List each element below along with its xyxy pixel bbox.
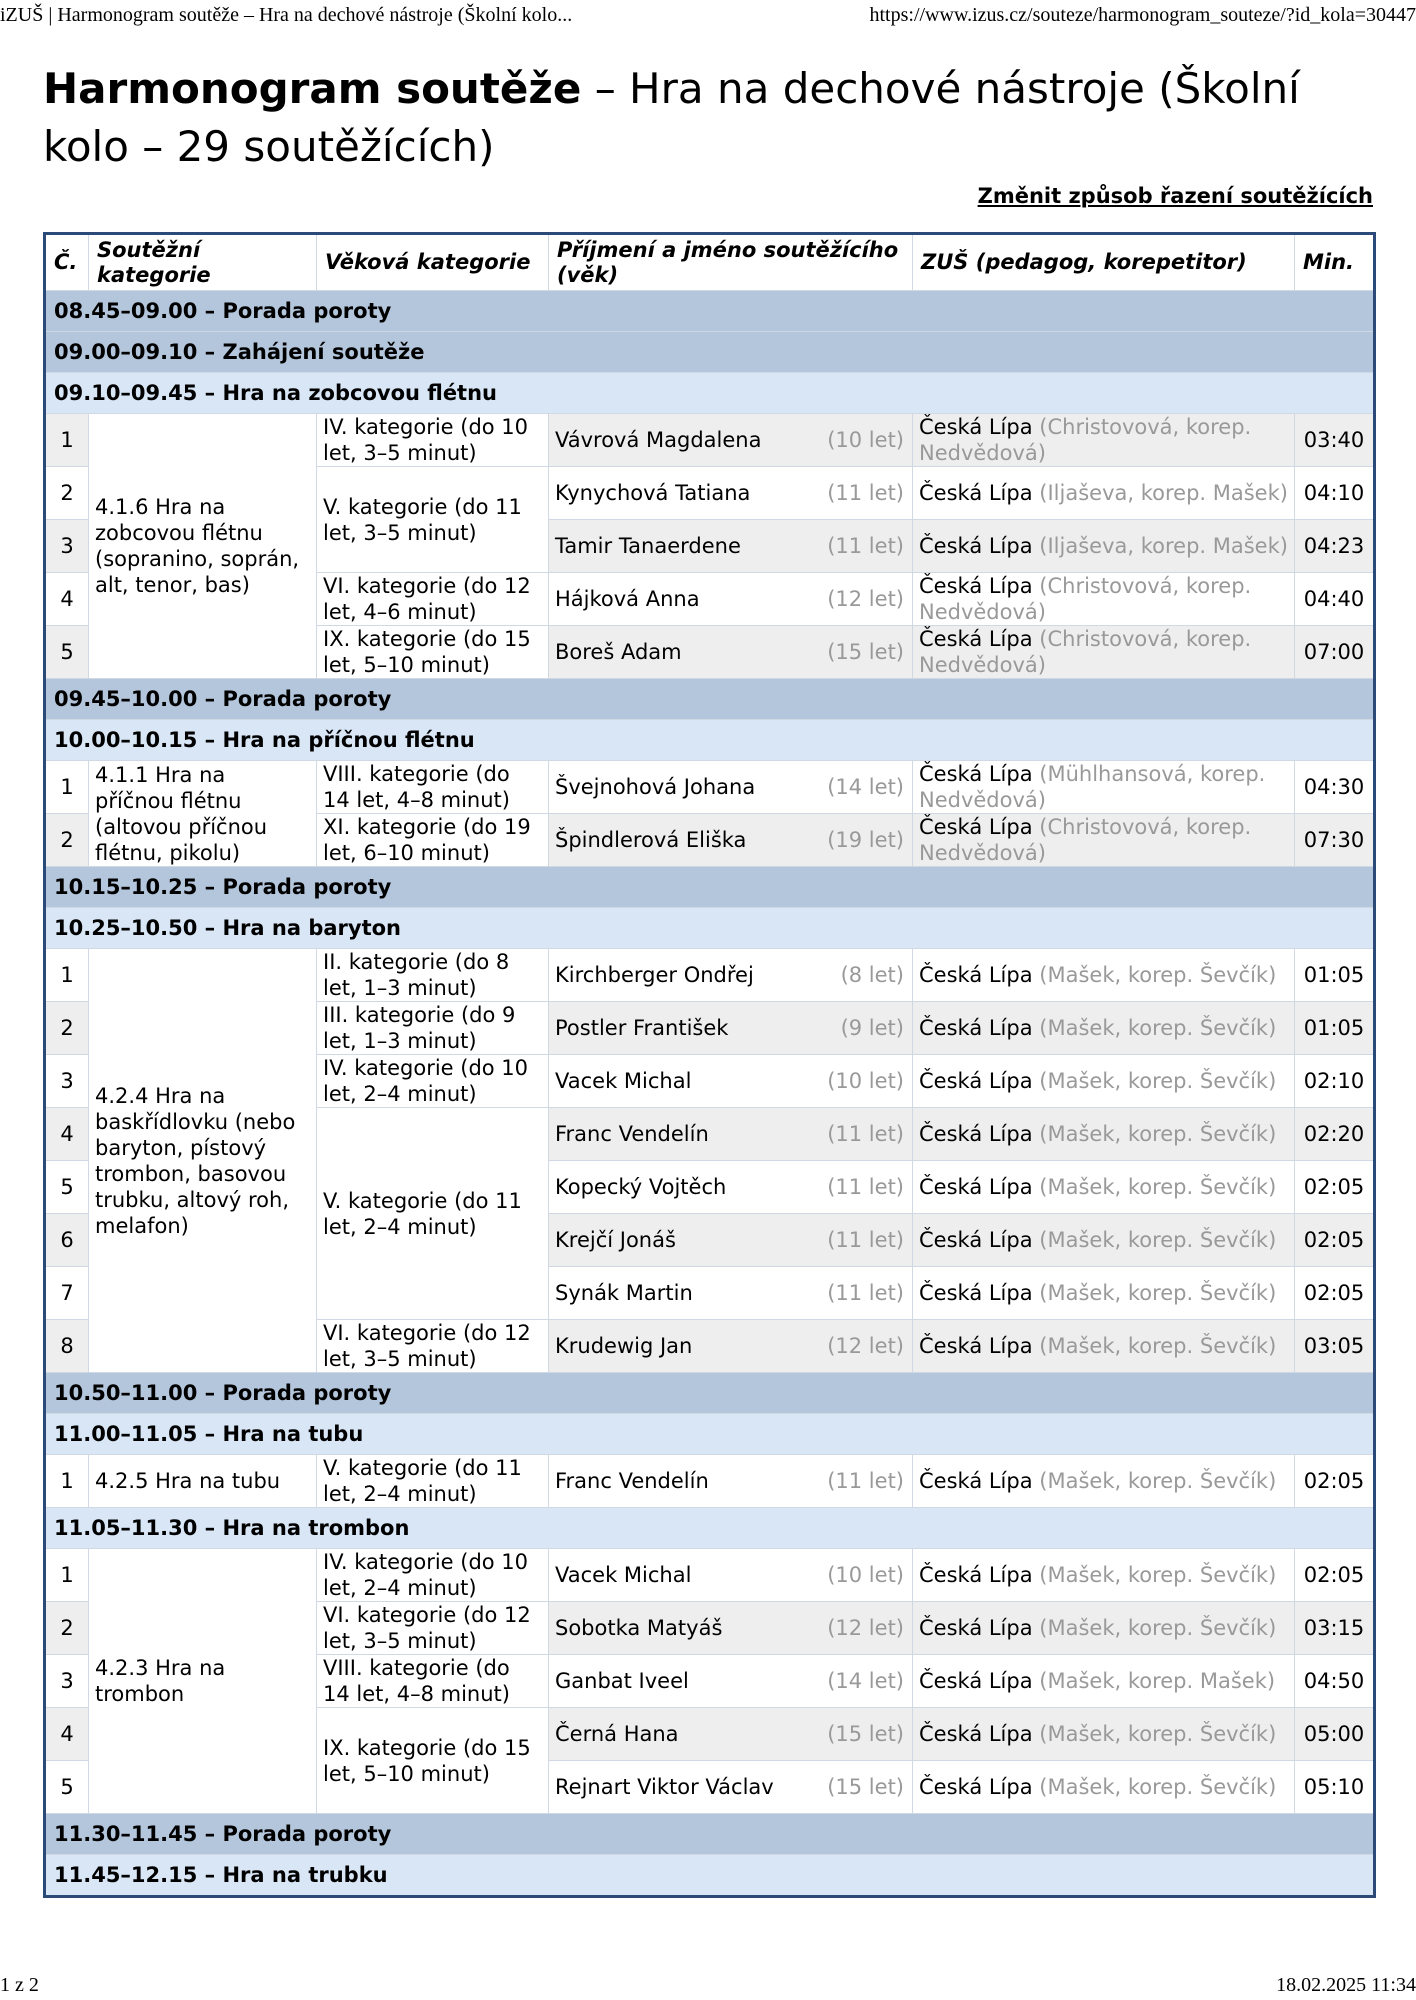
age-category: III. kategorie (do 9 let, 1–3 minut) — [317, 1002, 549, 1055]
school-cell — [913, 1655, 1295, 1708]
duration: 02:05 — [1295, 1161, 1375, 1214]
contestant-age: (15 let) — [827, 640, 904, 664]
row-number: 1 — [45, 1549, 89, 1602]
age-category: VI. kategorie (do 12 let, 3–5 minut) — [317, 1320, 549, 1373]
duration: 02:10 — [1295, 1055, 1375, 1108]
teacher-names: (Mašek, korep. Ševčík) — [1039, 1069, 1277, 1093]
contestant-cell — [549, 573, 913, 626]
block-label: 11.00–11.05 – Hra na tubu — [45, 1414, 1375, 1455]
contestant-age: (12 let) — [827, 1334, 904, 1358]
teacher-names: (Mašek, korep. Ševčík) — [1039, 1016, 1277, 1040]
school-cell — [913, 414, 1295, 467]
contestant-cell — [549, 520, 913, 573]
contestant-cell — [549, 414, 913, 467]
school-name: Česká Lípa — [919, 1334, 1033, 1358]
page-content — [43, 60, 1373, 1887]
break-row — [45, 1373, 1375, 1414]
break-row — [45, 679, 1375, 720]
contestant-name: Rejnart Viktor Václav — [555, 1775, 774, 1799]
teacher-names: (Mašek, korep. Ševčík) — [1039, 1563, 1277, 1587]
school-cell — [913, 1761, 1295, 1814]
page-title — [43, 60, 1373, 176]
table-row — [45, 1549, 1375, 1602]
duration: 02:05 — [1295, 1267, 1375, 1320]
school-name: Česká Lípa — [919, 762, 1033, 786]
break-row — [45, 1814, 1375, 1855]
duration: 02:20 — [1295, 1108, 1375, 1161]
duration: 03:40 — [1295, 414, 1375, 467]
col-header-age-category: Věková kategorie — [317, 234, 549, 291]
col-header-name: Příjmení a jméno soutěžícího (věk) — [549, 234, 913, 291]
teacher-names: (Mašek, korep. Ševčík) — [1039, 1175, 1277, 1199]
block-label: 10.00–10.15 – Hra na příčnou flétnu — [45, 720, 1375, 761]
school-name: Česká Lípa — [919, 1069, 1033, 1093]
age-category: VI. kategorie (do 12 let, 3–5 minut) — [317, 1602, 549, 1655]
contestant-name: Hájková Anna — [555, 587, 700, 611]
row-number: 5 — [45, 1761, 89, 1814]
block-row — [45, 373, 1375, 414]
age-category: VIII. kategorie (do 14 let, 4–8 minut) — [317, 761, 549, 814]
contestant-cell — [549, 1602, 913, 1655]
school-cell — [913, 1320, 1295, 1373]
teacher-names: (Mašek, korep. Ševčík) — [1039, 1228, 1277, 1252]
break-row — [45, 332, 1375, 373]
duration: 01:05 — [1295, 949, 1375, 1002]
row-number: 2 — [45, 1002, 89, 1055]
contestant-age: (11 let) — [827, 1122, 904, 1146]
school-cell — [913, 761, 1295, 814]
row-number: 2 — [45, 814, 89, 867]
break-label: 09.00–09.10 – Zahájení soutěže — [45, 332, 1375, 373]
teacher-names: (Mašek, korep. Ševčík) — [1039, 1616, 1277, 1640]
break-row — [45, 291, 1375, 332]
row-number: 7 — [45, 1267, 89, 1320]
contestant-age: (12 let) — [827, 1616, 904, 1640]
age-category: V. kategorie (do 11 let, 2–4 minut) — [317, 1108, 549, 1320]
contestant-name: Vávrová Magdalena — [555, 428, 762, 452]
teacher-names: (Mašek, korep. Ševčík) — [1039, 1722, 1277, 1746]
duration: 01:05 — [1295, 1002, 1375, 1055]
school-cell — [913, 1055, 1295, 1108]
school-name: Česká Lípa — [919, 963, 1033, 987]
competition-category: 4.2.3 Hra na trombon — [89, 1549, 317, 1814]
contestant-cell — [549, 1655, 913, 1708]
contestant-name: Postler František — [555, 1016, 729, 1040]
duration: 07:00 — [1295, 626, 1375, 679]
block-label: 09.10–09.45 – Hra na zobcovou flétnu — [45, 373, 1375, 414]
contestant-cell — [549, 1267, 913, 1320]
school-cell — [913, 573, 1295, 626]
duration: 04:10 — [1295, 467, 1375, 520]
teacher-names: (Christovová, korep. Nedvědová) — [919, 627, 1252, 677]
school-name: Česká Lípa — [919, 627, 1033, 651]
contestant-age: (11 let) — [827, 1228, 904, 1252]
school-name: Česká Lípa — [919, 1016, 1033, 1040]
contestant-cell — [549, 949, 913, 1002]
break-row — [45, 867, 1375, 908]
print-header — [0, 4, 1416, 30]
age-category: VI. kategorie (do 12 let, 4–6 minut) — [317, 573, 549, 626]
teacher-names: (Christovová, korep. Nedvědová) — [919, 574, 1252, 624]
contestant-cell — [549, 467, 913, 520]
contestant-cell — [549, 1455, 913, 1508]
school-cell — [913, 814, 1295, 867]
page-title-main: Harmonogram soutěže — [43, 64, 582, 113]
contestant-age: (12 let) — [827, 587, 904, 611]
contestant-name: Špindlerová Eliška — [555, 828, 747, 852]
school-name: Česká Lípa — [919, 481, 1033, 505]
row-number: 5 — [45, 626, 89, 679]
col-header-num: Č. — [45, 234, 89, 291]
contestant-age: (9 let) — [840, 1016, 904, 1040]
print-footer — [0, 1970, 1416, 2000]
contestant-cell — [549, 1708, 913, 1761]
school-cell — [913, 1161, 1295, 1214]
duration: 03:15 — [1295, 1602, 1375, 1655]
age-category: V. kategorie (do 11 let, 2–4 minut) — [317, 1455, 549, 1508]
competition-category: 4.2.4 Hra na baskřídlovku (nebo baryton, pístový trombon, basovou trubku, altový roh, melafon) — [89, 949, 317, 1373]
duration: 07:30 — [1295, 814, 1375, 867]
competition-category: 4.1.1 Hra na příčnou flétnu (altovou příčnou flétnu, pikolu) — [89, 761, 317, 867]
teacher-names: (Mašek, korep. Ševčík) — [1039, 1122, 1277, 1146]
school-name: Česká Lípa — [919, 1175, 1033, 1199]
school-name: Česká Lípa — [919, 1281, 1033, 1305]
row-number: 8 — [45, 1320, 89, 1373]
school-name: Česká Lípa — [919, 1122, 1033, 1146]
duration: 03:05 — [1295, 1320, 1375, 1373]
block-row — [45, 1508, 1375, 1549]
school-name: Česká Lípa — [919, 1669, 1033, 1693]
age-category: IX. kategorie (do 15 let, 5–10 minut) — [317, 626, 549, 679]
contestant-age: (14 let) — [827, 775, 904, 799]
break-label: 10.50–11.00 – Porada poroty — [45, 1373, 1375, 1414]
contestant-name: Vacek Michal — [555, 1069, 692, 1093]
contestant-name: Synák Martin — [555, 1281, 693, 1305]
schedule-table — [43, 232, 1376, 1898]
col-header-category: Soutěžní kategorie — [89, 234, 317, 291]
contestant-age: (15 let) — [827, 1775, 904, 1799]
contestant-name: Boreš Adam — [555, 640, 682, 664]
teacher-names: (Iljaševa, korep. Mašek) — [1039, 481, 1288, 505]
duration: 02:05 — [1295, 1549, 1375, 1602]
table-row — [45, 949, 1375, 1002]
print-header-title: iZUŠ | Harmonogram soutěže – Hra na dechové nástroje (Školní kolo... — [0, 4, 573, 26]
contestant-cell — [549, 1214, 913, 1267]
teacher-names: (Mašek, korep. Ševčík) — [1039, 1469, 1277, 1493]
teacher-names: (Iljaševa, korep. Mašek) — [1039, 534, 1288, 558]
school-name: Česká Lípa — [919, 1469, 1033, 1493]
col-header-school: ZUŠ (pedagog, korepetitor) — [913, 234, 1295, 291]
print-header-url: https://www.izus.cz/souteze/harmonogram_souteze/?id_kola=30447 — [869, 4, 1416, 26]
contestant-cell — [549, 1161, 913, 1214]
block-row — [45, 908, 1375, 949]
contestant-cell — [549, 761, 913, 814]
contestant-name: Kirchberger Ondřej — [555, 963, 754, 987]
contestant-age: (19 let) — [827, 828, 904, 852]
duration: 02:05 — [1295, 1455, 1375, 1508]
block-row — [45, 1414, 1375, 1455]
contestant-cell — [549, 1055, 913, 1108]
block-label: 11.05–11.30 – Hra na trombon — [45, 1508, 1375, 1549]
teacher-names: (Mašek, korep. Mašek) — [1039, 1669, 1276, 1693]
school-cell — [913, 520, 1295, 573]
break-label: 11.30–11.45 – Porada poroty — [45, 1814, 1375, 1855]
age-category: IX. kategorie (do 15 let, 5–10 minut) — [317, 1708, 549, 1814]
school-cell — [913, 1214, 1295, 1267]
school-cell — [913, 949, 1295, 1002]
school-name: Česká Lípa — [919, 574, 1033, 598]
contestant-age: (10 let) — [827, 1563, 904, 1587]
break-label: 10.15–10.25 – Porada poroty — [45, 867, 1375, 908]
teacher-names: (Mühlhansová, korep. Nedvědová) — [919, 762, 1266, 812]
school-cell — [913, 1455, 1295, 1508]
school-name: Česká Lípa — [919, 815, 1033, 839]
row-number: 2 — [45, 1602, 89, 1655]
contestant-age: (15 let) — [827, 1722, 904, 1746]
duration: 05:10 — [1295, 1761, 1375, 1814]
age-category: IV. kategorie (do 10 let, 2–4 minut) — [317, 1055, 549, 1108]
age-category: IV. kategorie (do 10 let, 2–4 minut) — [317, 1549, 549, 1602]
table-header-row — [45, 234, 1375, 291]
duration: 04:23 — [1295, 520, 1375, 573]
contestant-name: Černá Hana — [555, 1722, 679, 1746]
school-cell — [913, 467, 1295, 520]
row-number: 4 — [45, 1108, 89, 1161]
duration: 04:50 — [1295, 1655, 1375, 1708]
school-name: Česká Lípa — [919, 1228, 1033, 1252]
table-row — [45, 1455, 1375, 1508]
contestant-cell — [549, 1549, 913, 1602]
contestant-name: Ganbat Iveel — [555, 1669, 689, 1693]
row-number: 3 — [45, 520, 89, 573]
row-number: 1 — [45, 1455, 89, 1508]
duration: 02:05 — [1295, 1214, 1375, 1267]
contestant-age: (11 let) — [827, 1175, 904, 1199]
duration: 05:00 — [1295, 1708, 1375, 1761]
school-name: Česká Lípa — [919, 1775, 1033, 1799]
teacher-names: (Mašek, korep. Ševčík) — [1039, 1281, 1277, 1305]
school-cell — [913, 626, 1295, 679]
contestant-name: Švejnohová Johana — [555, 775, 756, 799]
contestant-cell — [549, 1761, 913, 1814]
change-sort-link[interactable]: Změnit způsob řazení soutěžících — [977, 184, 1373, 208]
row-number: 3 — [45, 1655, 89, 1708]
duration: 04:40 — [1295, 573, 1375, 626]
contestant-name: Franc Vendelín — [555, 1122, 709, 1146]
contestant-name: Kynychová Tatiana — [555, 481, 751, 505]
contestant-age: (10 let) — [827, 428, 904, 452]
age-category: II. kategorie (do 8 let, 1–3 minut) — [317, 949, 549, 1002]
row-number: 5 — [45, 1161, 89, 1214]
page-title-sub: – Hra na dechové nástroje (Školní kolo – 29 soutěžících) — [43, 64, 1300, 171]
table-row — [45, 414, 1375, 467]
row-number: 4 — [45, 573, 89, 626]
teacher-names: (Mašek, korep. Ševčík) — [1039, 1775, 1277, 1799]
contestant-age: (10 let) — [827, 1069, 904, 1093]
contestant-cell — [549, 1108, 913, 1161]
break-label: 09.45–10.00 – Porada poroty — [45, 679, 1375, 720]
age-category: V. kategorie (do 11 let, 3–5 minut) — [317, 467, 549, 573]
row-number: 2 — [45, 467, 89, 520]
school-cell — [913, 1002, 1295, 1055]
school-name: Česká Lípa — [919, 415, 1033, 439]
contestant-cell — [549, 1320, 913, 1373]
contestant-name: Krudewig Jan — [555, 1334, 693, 1358]
contestant-name: Vacek Michal — [555, 1563, 692, 1587]
competition-category: 4.1.6 Hra na zobcovou flétnu (sopranino, soprán, alt, tenor, bas) — [89, 414, 317, 679]
row-number: 1 — [45, 949, 89, 1002]
contestant-cell — [549, 814, 913, 867]
block-row — [45, 1855, 1375, 1897]
contestant-age: (11 let) — [827, 481, 904, 505]
contestant-name: Franc Vendelín — [555, 1469, 709, 1493]
school-cell — [913, 1267, 1295, 1320]
school-name: Česká Lípa — [919, 1722, 1033, 1746]
school-cell — [913, 1708, 1295, 1761]
school-cell — [913, 1549, 1295, 1602]
duration: 04:30 — [1295, 761, 1375, 814]
teacher-names: (Mašek, korep. Ševčík) — [1039, 963, 1277, 987]
contestant-name: Kopecký Vojtěch — [555, 1175, 727, 1199]
block-label: 10.25–10.50 – Hra na baryton — [45, 908, 1375, 949]
competition-category: 4.2.5 Hra na tubu — [89, 1455, 317, 1508]
teacher-names: (Christovová, korep. Nedvědová) — [919, 415, 1252, 465]
block-row — [45, 720, 1375, 761]
age-category: VIII. kategorie (do 14 let, 4–8 minut) — [317, 1655, 549, 1708]
teacher-names: (Mašek, korep. Ševčík) — [1039, 1334, 1277, 1358]
age-category: IV. kategorie (do 10 let, 3–5 minut) — [317, 414, 549, 467]
break-label: 08.45–09.00 – Porada poroty — [45, 291, 1375, 332]
contestant-cell — [549, 626, 913, 679]
contestant-age: (11 let) — [827, 1281, 904, 1305]
contestant-name: Sobotka Matyáš — [555, 1616, 723, 1640]
row-number: 3 — [45, 1055, 89, 1108]
contestant-age: (8 let) — [840, 963, 904, 987]
school-name: Česká Lípa — [919, 534, 1033, 558]
contestant-name: Krejčí Jonáš — [555, 1228, 676, 1252]
schedule-body — [45, 291, 1375, 1897]
teacher-names: (Christovová, korep. Nedvědová) — [919, 815, 1252, 865]
row-number: 4 — [45, 1708, 89, 1761]
page-number: 1 z 2 — [0, 1974, 39, 1996]
row-number: 1 — [45, 761, 89, 814]
row-number: 6 — [45, 1214, 89, 1267]
block-label: 11.45–12.15 – Hra na trubku — [45, 1855, 1375, 1897]
school-cell — [913, 1108, 1295, 1161]
print-timestamp: 18.02.2025 11:34 — [1276, 1974, 1416, 1996]
contestant-name: Tamir Tanaerdene — [555, 534, 741, 558]
contestant-age: (14 let) — [827, 1669, 904, 1693]
school-name: Česká Lípa — [919, 1616, 1033, 1640]
school-name: Česká Lípa — [919, 1563, 1033, 1587]
school-cell — [913, 1602, 1295, 1655]
age-category: XI. kategorie (do 19 let, 6–10 minut) — [317, 814, 549, 867]
row-number: 1 — [45, 414, 89, 467]
contestant-cell — [549, 1002, 913, 1055]
table-row — [45, 761, 1375, 814]
contestant-age: (11 let) — [827, 1469, 904, 1493]
contestant-age: (11 let) — [827, 534, 904, 558]
col-header-min: Min. — [1295, 234, 1375, 291]
